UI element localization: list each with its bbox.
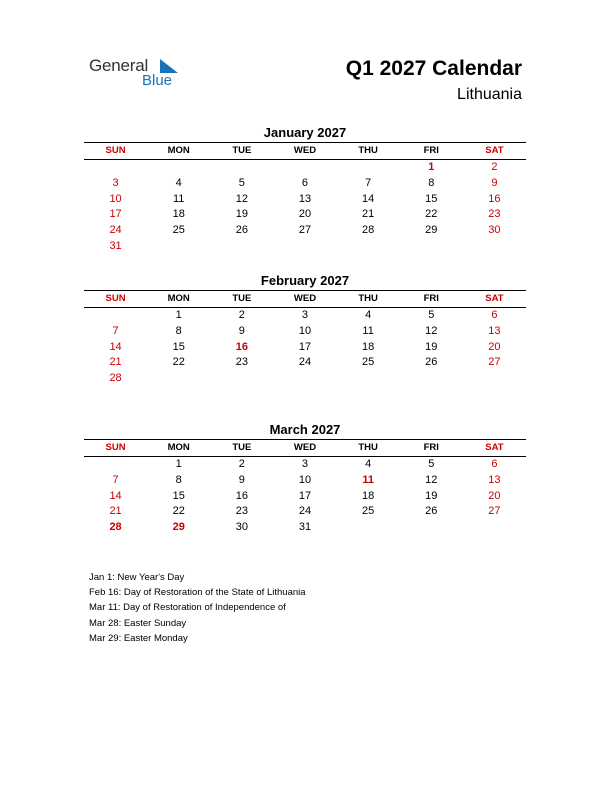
day-cell: 15 xyxy=(172,340,185,353)
day-cell: 27 xyxy=(488,505,501,518)
day-cell: 8 xyxy=(428,176,435,189)
day-cell: 10 xyxy=(298,473,312,486)
day-cell: 12 xyxy=(425,324,438,337)
empty-day-cell xyxy=(463,239,526,255)
day-cell: 4 xyxy=(365,458,372,470)
day-cell: 30 xyxy=(235,521,248,534)
empty-day-cell xyxy=(210,371,273,387)
weekday-thu: THU xyxy=(358,145,378,156)
day-cell: 2 xyxy=(238,309,245,321)
holiday-note: Mar 29: Easter Monday xyxy=(89,632,188,644)
day-cell: 3 xyxy=(301,458,309,470)
day-cell: 5 xyxy=(428,309,435,321)
week-row xyxy=(84,473,526,489)
weekday-thu: THU xyxy=(358,442,378,453)
empty-day-cell xyxy=(400,239,463,255)
empty-day-cell xyxy=(463,371,526,387)
weekday-wed: WED xyxy=(293,442,317,453)
day-cell: 28 xyxy=(109,372,122,385)
day-cell: 18 xyxy=(362,489,375,502)
weekday-sat: SAT xyxy=(485,145,504,156)
day-cell: 2 xyxy=(238,458,245,470)
day-cell: 28 xyxy=(362,224,375,237)
holiday-note: Feb 16: Day of Restoration of the State of Lithuania xyxy=(89,587,306,599)
weekday-sun: SUN xyxy=(105,442,126,453)
day-cell: 1 xyxy=(175,309,182,321)
day-cell: 25 xyxy=(362,356,375,369)
day-cell: 21 xyxy=(362,208,375,221)
day-cell: 24 xyxy=(109,224,122,237)
month-title: February 2027 xyxy=(260,273,350,288)
empty-day-cell xyxy=(337,160,400,176)
weekday-sat: SAT xyxy=(485,442,504,453)
weekday-tue: TUE xyxy=(232,442,252,453)
day-cell: 15 xyxy=(425,192,438,205)
day-cell: 24 xyxy=(298,356,312,369)
day-cell: 22 xyxy=(425,208,438,221)
day-cell: 12 xyxy=(235,192,248,205)
week-row xyxy=(84,324,526,340)
day-cell: 21 xyxy=(109,505,122,518)
day-cell: 4 xyxy=(175,176,182,189)
empty-day-cell xyxy=(210,160,273,176)
logo-flag-icon xyxy=(160,59,178,73)
day-cell: 27 xyxy=(488,356,501,369)
week-row xyxy=(84,223,526,239)
day-cell: 9 xyxy=(238,473,245,486)
day-cell: 10 xyxy=(298,324,312,337)
empty-day-cell xyxy=(337,371,400,387)
week-row xyxy=(84,176,526,192)
week-row xyxy=(84,340,526,356)
day-cell: 10 xyxy=(109,192,122,205)
empty-day-cell xyxy=(337,239,400,255)
day-cell: 22 xyxy=(172,505,185,518)
day-cell: 23 xyxy=(488,208,501,221)
month-march xyxy=(84,421,526,536)
empty-day-cell xyxy=(273,160,336,176)
month-february xyxy=(84,272,526,387)
week-row xyxy=(84,457,526,473)
day-cell: 20 xyxy=(488,489,501,502)
day-cell: 2 xyxy=(491,161,498,173)
day-cell: 7 xyxy=(112,324,119,337)
empty-day-cell xyxy=(147,239,210,255)
day-cell: 17 xyxy=(298,340,312,353)
day-cell: 19 xyxy=(235,208,248,221)
day-cell: 13 xyxy=(488,473,501,486)
day-cell: 7 xyxy=(365,176,372,189)
month-title: January 2027 xyxy=(263,125,347,140)
empty-day-cell xyxy=(273,239,336,255)
weekday-wed: WED xyxy=(293,293,317,304)
empty-day-cell xyxy=(463,520,526,536)
day-cell: 8 xyxy=(175,324,182,337)
month-january xyxy=(84,124,526,255)
day-cell: 16 xyxy=(488,192,501,205)
day-cell: 21 xyxy=(109,356,122,369)
month-title: March 2027 xyxy=(269,422,341,437)
day-cell: 23 xyxy=(235,356,248,369)
country-name: Lithuania xyxy=(457,86,522,103)
weekday-header xyxy=(84,439,526,457)
day-cell: 22 xyxy=(172,356,185,369)
week-row xyxy=(84,355,526,371)
weekday-sun: SUN xyxy=(105,145,126,156)
day-cell: 17 xyxy=(109,208,122,221)
empty-day-cell xyxy=(273,371,336,387)
weekday-header xyxy=(84,290,526,308)
day-cell: 13 xyxy=(488,324,501,337)
day-cell: 20 xyxy=(488,340,501,353)
day-cell: 20 xyxy=(298,208,312,221)
empty-day-cell xyxy=(210,239,273,255)
weekday-fri: FRI xyxy=(423,293,439,304)
day-cell: 31 xyxy=(109,239,122,252)
empty-day-cell xyxy=(147,160,210,176)
day-cell: 9 xyxy=(238,324,245,337)
weekday-thu: THU xyxy=(358,293,378,304)
holiday-note: Mar 11: Day of Restoration of Independence of xyxy=(89,602,286,614)
day-cell: 1 xyxy=(175,458,182,470)
day-cell: 25 xyxy=(172,224,185,237)
week-row xyxy=(84,489,526,505)
weekday-header xyxy=(84,142,526,160)
day-cell: 30 xyxy=(488,224,501,237)
day-cell: 28 xyxy=(109,521,122,534)
day-cell: 16 xyxy=(235,340,248,353)
day-cell: 12 xyxy=(425,473,438,486)
holiday-note: Jan 1: New Year's Day xyxy=(89,572,185,583)
week-row xyxy=(84,239,526,255)
week-row xyxy=(84,371,526,387)
empty-day-cell xyxy=(337,520,400,536)
weekday-mon: MON xyxy=(167,145,190,156)
day-cell: 26 xyxy=(235,224,248,237)
day-cell: 5 xyxy=(238,176,245,189)
empty-day-cell xyxy=(400,520,463,536)
day-cell: 6 xyxy=(301,176,309,189)
day-cell: 15 xyxy=(172,489,185,502)
weekday-fri: FRI xyxy=(423,442,439,453)
page-title: Q1 2027 Calendar xyxy=(345,57,522,80)
day-cell: 4 xyxy=(365,309,372,321)
day-cell: 16 xyxy=(235,489,248,502)
day-cell: 26 xyxy=(425,505,438,518)
day-cell: 11 xyxy=(173,192,185,205)
empty-day-cell xyxy=(84,308,147,324)
day-cell: 3 xyxy=(301,309,309,321)
day-cell: 1 xyxy=(428,161,435,173)
week-row xyxy=(84,207,526,223)
day-cell: 29 xyxy=(172,521,185,534)
general-blue-logo xyxy=(89,56,189,96)
holiday-notes xyxy=(89,570,306,646)
day-cell: 8 xyxy=(175,473,182,486)
week-row xyxy=(84,308,526,324)
weekday-tue: TUE xyxy=(232,293,252,304)
weekday-mon: MON xyxy=(167,442,190,453)
weekday-sat: SAT xyxy=(485,293,504,304)
holiday-note: Mar 28: Easter Sunday xyxy=(89,617,187,629)
weekday-mon: MON xyxy=(167,293,190,304)
day-cell: 6 xyxy=(491,458,498,470)
day-cell: 18 xyxy=(362,340,375,353)
day-cell: 18 xyxy=(172,208,185,221)
week-row xyxy=(84,160,526,176)
day-cell: 19 xyxy=(425,340,438,353)
weekday-fri: FRI xyxy=(423,145,439,156)
day-cell: 19 xyxy=(425,489,438,502)
day-cell: 31 xyxy=(298,521,312,534)
day-cell: 17 xyxy=(298,489,312,502)
day-cell: 23 xyxy=(235,505,248,518)
empty-day-cell xyxy=(84,160,147,176)
weekday-tue: TUE xyxy=(232,145,252,156)
week-row xyxy=(84,192,526,208)
weekday-sun: SUN xyxy=(105,293,126,304)
day-cell: 29 xyxy=(425,224,438,237)
week-row xyxy=(84,504,526,520)
day-cell: 3 xyxy=(112,176,119,189)
weekday-wed: WED xyxy=(293,145,317,156)
day-cell: 26 xyxy=(425,356,438,369)
day-cell: 25 xyxy=(362,505,375,518)
logo-blue-text: Blue xyxy=(142,72,173,89)
empty-day-cell xyxy=(147,371,210,387)
day-cell: 24 xyxy=(298,505,312,518)
day-cell: 13 xyxy=(298,192,312,205)
day-cell: 7 xyxy=(112,473,119,486)
day-cell: 14 xyxy=(362,192,375,205)
day-cell: 9 xyxy=(491,176,498,189)
empty-day-cell xyxy=(84,457,147,473)
day-cell: 11 xyxy=(362,324,374,337)
day-cell: 14 xyxy=(109,489,122,502)
day-cell: 27 xyxy=(298,224,312,237)
day-cell: 6 xyxy=(491,309,498,321)
day-cell: 14 xyxy=(109,340,122,353)
week-row xyxy=(84,520,526,536)
day-cell: 11 xyxy=(362,473,374,486)
empty-day-cell xyxy=(400,371,463,387)
logo-general-text: General xyxy=(89,56,149,75)
day-cell: 5 xyxy=(428,458,435,470)
